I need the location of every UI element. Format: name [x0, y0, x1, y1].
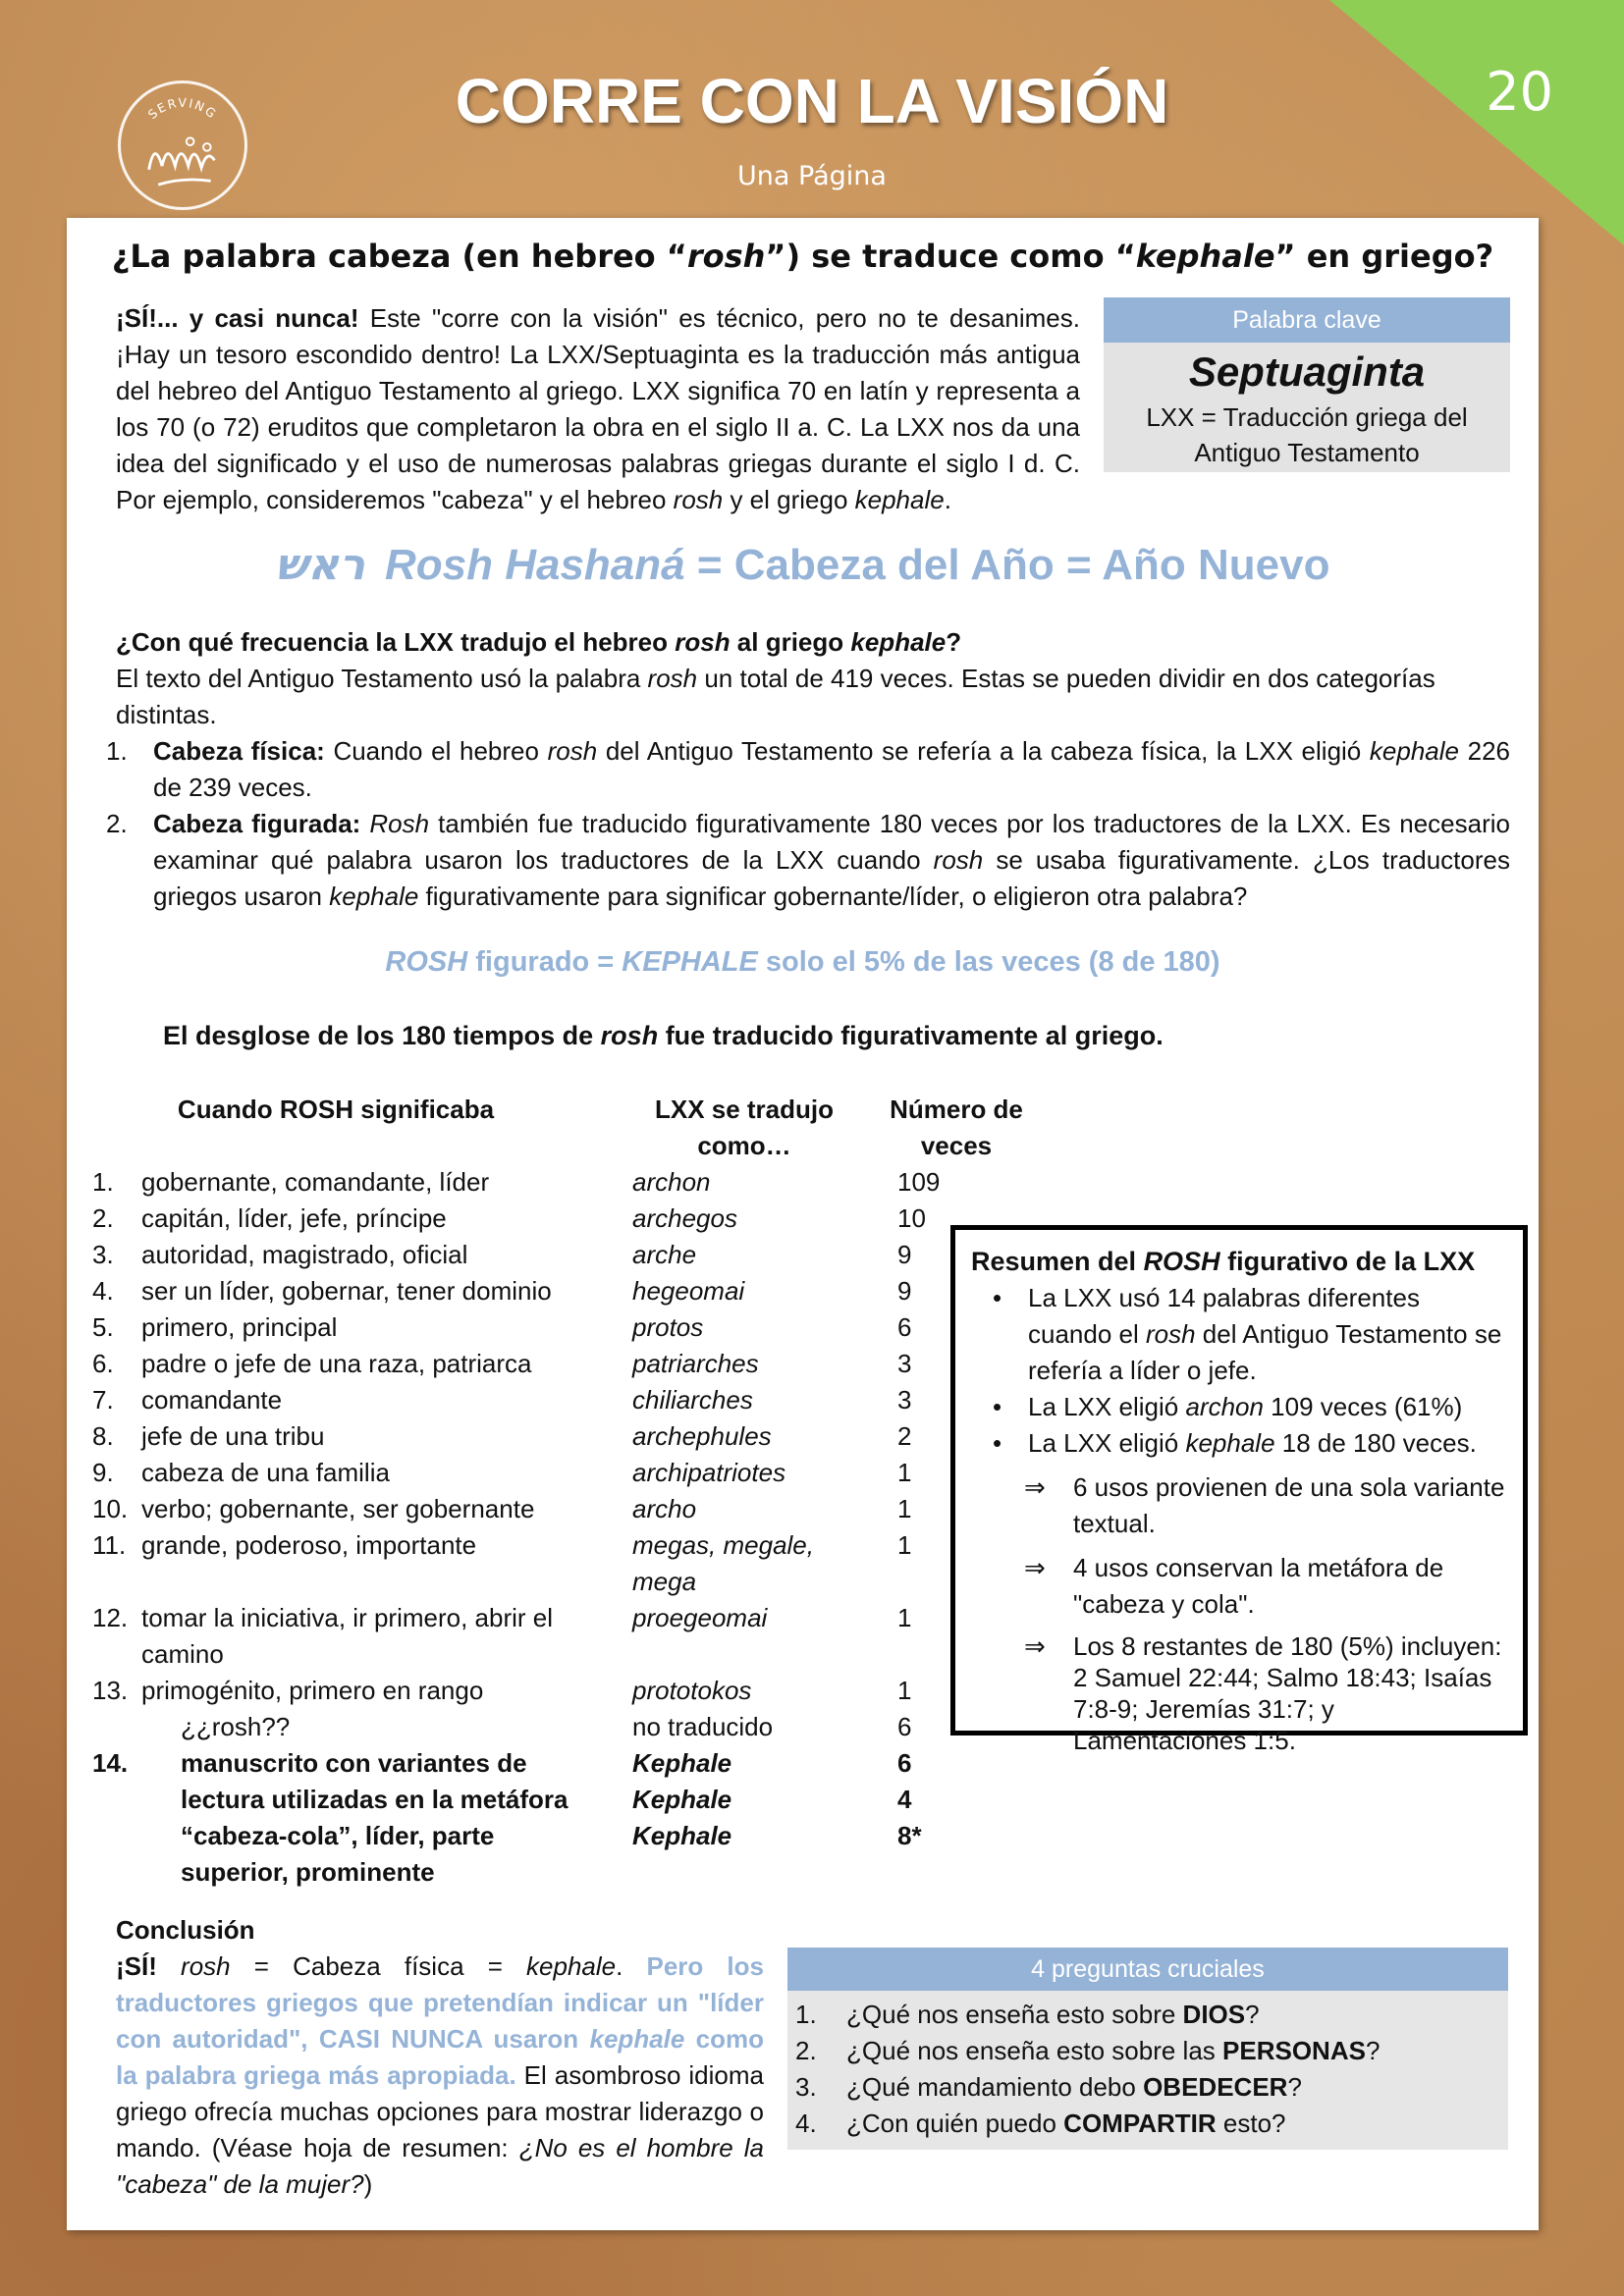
row-meaning: jefe de una tribu — [141, 1421, 325, 1451]
row-count: 109 — [897, 1167, 941, 1197]
summary-title: Resumen del ROSH figurativo de la LXX — [971, 1247, 1476, 1276]
page-title: CORRE CON LA VISIÓN — [455, 66, 1169, 136]
rosh-hashana-banner: ראש Rosh Hashaná = Cabeza del Año = Año Nuevo — [275, 540, 1330, 590]
row-lxx: no traducido — [632, 1712, 774, 1741]
summary-sub-item: ⇒ 6 usos provienen de una sola variante textual. — [971, 1469, 1507, 1542]
arrow-icon: ⇒ — [1024, 1472, 1046, 1502]
row-meaning: manuscrito con variantes de — [181, 1748, 527, 1778]
col-header-lxx: LXX se tradujo como… — [654, 1095, 835, 1160]
row-number: 5. — [92, 1312, 114, 1342]
row-number: 11. — [92, 1530, 127, 1560]
row-count: 4 — [897, 1785, 912, 1814]
row-number — [92, 1818, 141, 1854]
row-meaning: gobernante, comandante, líder — [141, 1167, 490, 1197]
summary-bullet: • La LXX eligió kephale 18 de 180 veces. — [971, 1425, 1507, 1462]
row-lxx: proegeomai — [632, 1603, 768, 1632]
summary-bullet: • La LXX eligió archon 109 veces (61%) — [971, 1389, 1507, 1425]
table-row — [92, 1745, 1015, 1782]
table-row — [92, 1382, 1015, 1418]
table-row — [92, 1673, 1015, 1709]
row-lxx: Kephale — [632, 1785, 732, 1814]
col-header-count: Número de veces — [890, 1095, 1023, 1160]
row-number: 2. — [92, 1203, 114, 1233]
row-lxx: Kephale — [632, 1748, 732, 1778]
frequency-section — [106, 624, 1510, 915]
row-count: 9 — [897, 1276, 912, 1306]
row-meaning: ¿¿rosh?? — [181, 1712, 291, 1741]
keyword-word: Septuaginta — [1188, 348, 1426, 395]
breakdown-heading: El desglose de los 180 tiempos de rosh fue traducido figurativamente al griego. — [163, 1021, 1164, 1050]
summary-box — [950, 1225, 1528, 1755]
row-count: 6 — [897, 1748, 912, 1778]
row-count: 10 — [897, 1203, 926, 1233]
crucial-questions-box — [787, 1948, 1508, 2150]
row-lxx: arche — [632, 1240, 697, 1269]
logo-text: SERVING — [144, 94, 221, 123]
row-number: 12. — [92, 1603, 129, 1632]
row-count: 6 — [897, 1312, 912, 1342]
row-count: 9 — [897, 1240, 912, 1269]
row-number: 6. — [92, 1349, 114, 1378]
category-list — [106, 733, 1510, 915]
intro-paragraph: Palabra clave Septuaginta LXX = Traducción griega del Antiguo Testamento ¡SÍ!... y casi nunca! Este "corre con la visión" es técnico, pero no te desanimes. ¡Hay un tesoro escondido dentro! La LXX/Septuaginta es la traducción más antigua del hebreo del Antiguo Testamento al griego. LXX significa 70 en latín y representa a los 70 (o 72) eruditos que completaron la obra en el siglo II a. C. La LXX nos da una idea del significado y el uso de numerosas palabras griegas durante el siglo I d. C. Por ejemplo, consideremos "cabeza" y el hebreo rosh y el griego kephale. — [116, 300, 1510, 518]
row-lxx: archipatriotes — [632, 1458, 786, 1487]
question-title: ¿La palabra cabeza (en hebreo “rosh”) se traduce como “kephale” en griego? — [111, 238, 1494, 275]
table-row — [92, 1818, 1015, 1854]
conclusion-paragraph: ¡SÍ! rosh = Cabeza física = kephale. Pero los traductores griegos que pretendían indicar un "líder con autoridad", CASI NUNCA usaron kephale como la palabra griega más apropiada. El asombroso idioma griego ofrecía muchas opciones para mostrar liderazgo o mando. (Véase hoja de resumen: ¿No es el hombre la "cabeza" de la mujer?) — [116, 1951, 764, 2199]
table-row — [92, 1164, 1015, 1201]
row-meaning: primogénito, primero en rango — [141, 1676, 484, 1705]
col-header-meaning: Cuando ROSH significaba — [177, 1095, 495, 1124]
row-number: 14. — [92, 1748, 129, 1778]
table-row — [92, 1600, 1015, 1673]
frequency-question: ¿Con qué frecuencia la LXX tradujo el hebreo rosh al griego kephale? — [116, 627, 962, 657]
row-count: 8* — [897, 1821, 922, 1850]
row-lxx — [632, 1854, 878, 1891]
table-row — [92, 1237, 1015, 1273]
row-meaning: ser un líder, gobernar, tener dominio — [141, 1276, 552, 1306]
page-subtitle: Una Página — [737, 161, 887, 191]
keyword-definition: LXX = Traducción griega del Antiguo Testamento — [1146, 402, 1468, 467]
row-number: 13. — [92, 1676, 129, 1705]
row-meaning: “cabeza-cola”, líder, parte — [181, 1821, 495, 1850]
frequency-paragraph: El texto del Antiguo Testamento usó la palabra rosh un total de 419 veces. Estas se pueden dividir en dos categorías distintas. — [116, 664, 1435, 729]
page-number: 20 — [1486, 61, 1553, 123]
row-meaning: lectura utilizadas en la metáfora — [181, 1785, 568, 1814]
row-meaning: padre o jefe de una raza, patriarca — [141, 1349, 532, 1378]
row-number: 4. — [92, 1276, 114, 1306]
row-number: 1. — [92, 1167, 114, 1197]
keyword-header: Palabra clave — [1104, 297, 1510, 343]
question-item: 3. ¿Qué mandamiento debo OBEDECER? — [795, 2072, 1302, 2102]
table-row — [92, 1455, 1015, 1491]
row-number: 7. — [92, 1385, 114, 1415]
row-lxx: archo — [632, 1494, 697, 1523]
row-count: 1 — [897, 1458, 912, 1487]
row-number: 10. — [92, 1494, 129, 1523]
row-number: 9. — [92, 1458, 114, 1487]
arrow-icon: ⇒ — [1024, 1631, 1046, 1661]
row-lxx: protos — [632, 1312, 704, 1342]
row-lxx: patriarches — [632, 1349, 759, 1378]
table-row — [92, 1418, 1015, 1455]
row-meaning: superior, prominente — [181, 1857, 435, 1887]
row-lxx: archon — [632, 1167, 711, 1197]
questions-header: 4 preguntas cruciales — [787, 1948, 1508, 1991]
highlight-statement: ROSH figurado = KEPHALE solo el 5% de las veces (8 de 180) — [385, 946, 1220, 978]
conclusion-section — [116, 1912, 764, 2203]
row-lxx: archephules — [632, 1421, 772, 1451]
question-item: 2. ¿Qué nos enseña esto sobre las PERSONAS? — [795, 2036, 1380, 2065]
row-lxx: chiliarches — [632, 1385, 753, 1415]
conclusion-title: Conclusión — [116, 1915, 255, 1945]
row-meaning: primero, principal — [141, 1312, 338, 1342]
row-meaning: verbo; gobernante, ser gobernante — [141, 1494, 535, 1523]
row-meaning: cabeza de una familia — [141, 1458, 390, 1487]
table-row — [92, 1273, 1015, 1309]
summary-sub-item: ⇒ Los 8 restantes de 180 (5%) incluyen: 2 Samuel 22:44; Salmo 18:43; Isaías 7:8-9; Jeremías 31:7; y Lamentaciones 1:5. — [1024, 1631, 1502, 1755]
content-panel — [67, 218, 1539, 2230]
category-item: 2. Cabeza figurada: Rosh también fue traducido figurativamente 180 veces por los traductores de la LXX. Es necesario examinar qué palabra usaron los traductores de la LXX cuando rosh se usaba figurativamente. ¿Los traductores griegos usaron kephale figurativamente para significar gobernante/líder, o eligieron otra palabra? — [106, 809, 1510, 911]
row-lxx: archegos — [632, 1203, 737, 1233]
row-lxx: Kephale — [632, 1821, 732, 1850]
hebrew-rosh: ראש — [275, 540, 365, 590]
row-count: 2 — [897, 1421, 912, 1451]
table-row — [92, 1346, 1015, 1382]
row-lxx: megas, megale, mega — [632, 1530, 814, 1596]
row-meaning: capitán, líder, jefe, príncipe — [141, 1203, 447, 1233]
row-meaning: comandante — [141, 1385, 283, 1415]
row-count: 1 — [897, 1494, 912, 1523]
arrow-icon: ⇒ — [1024, 1553, 1046, 1582]
row-meaning: autoridad, magistrado, oficial — [141, 1240, 468, 1269]
row-count: 1 — [897, 1676, 912, 1705]
table-row — [92, 1782, 1015, 1818]
category-item: 1. Cabeza física: Cuando el hebreo rosh del Antiguo Testamento se refería a la cabeza física, la LXX eligió kephale 226 de 239 veces. — [106, 736, 1510, 802]
question-item: 1. ¿Qué nos enseña esto sobre DIOS? — [795, 2000, 1260, 2029]
row-count: 1 — [897, 1603, 912, 1632]
question-item: 4. ¿Con quién puedo COMPARTIR esto? — [795, 2109, 1286, 2138]
table-row — [92, 1309, 1015, 1346]
translation-table — [92, 1092, 1023, 1891]
row-count: 3 — [897, 1385, 912, 1415]
row-number: 8. — [92, 1421, 114, 1451]
row-number — [92, 1854, 141, 1891]
table-header — [92, 1092, 1023, 1164]
row-number — [92, 1782, 141, 1818]
keyword-box — [1104, 297, 1510, 472]
summary-sub-item: ⇒ 4 usos conservan la metáfora de "cabeza y cola". — [971, 1550, 1507, 1623]
table-row — [92, 1491, 1015, 1527]
row-lxx: prototokos — [632, 1676, 752, 1705]
row-count: 6 — [897, 1712, 912, 1741]
summary-bullet: • La LXX usó 14 palabras diferentes cuando el rosh del Antiguo Testamento se refería a líder o jefe. — [971, 1280, 1507, 1389]
table-row — [92, 1709, 1015, 1745]
row-number — [92, 1709, 141, 1745]
row-count: 1 — [897, 1530, 912, 1560]
table-row — [92, 1854, 1015, 1891]
row-meaning: grande, poderoso, importante — [141, 1530, 477, 1560]
row-meaning: tomar la iniciativa, ir primero, abrir el camino — [141, 1603, 554, 1669]
table-row — [92, 1201, 1015, 1237]
table-row — [92, 1527, 1015, 1600]
row-lxx: hegeomai — [632, 1276, 745, 1306]
row-number: 3. — [92, 1240, 114, 1269]
row-count: 3 — [897, 1349, 912, 1378]
row-count — [878, 1854, 976, 1891]
